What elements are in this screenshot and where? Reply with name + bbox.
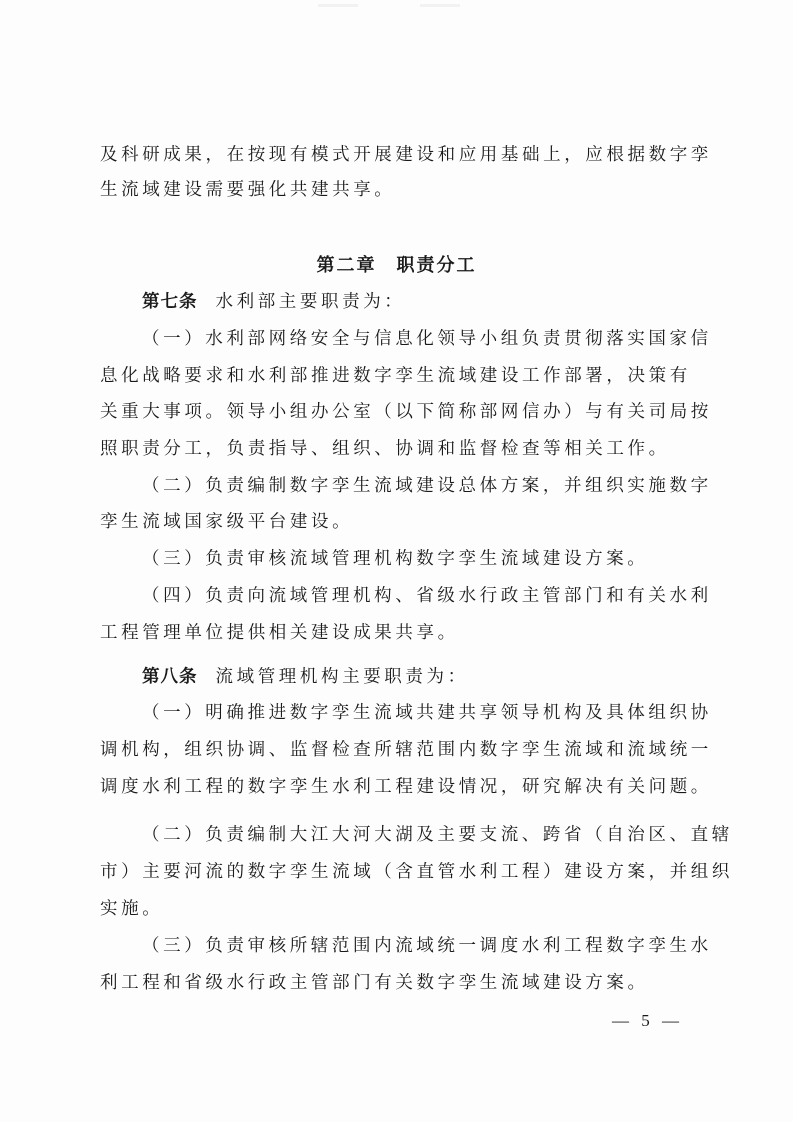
article-8-line: 调机构，组织协调、监督检查所辖范围内数字孪生流域和流域统一 <box>100 740 712 760</box>
article-7-clause-3: （三）负责审核流域管理机构数字孪生流域建设方案。 <box>142 549 649 569</box>
article-7-line: 照职责分工，负责指导、组织、协调和监督检查等相关工作。 <box>100 439 670 459</box>
article-7-clause-4: （四）负责向流域管理机构、省级水行政主管部门和有关水利 <box>142 586 712 606</box>
article-8-clause-1: （一）明确推进数字孪生流域共建共享领导机构及具体组织协 <box>142 703 712 723</box>
scan-artifact <box>318 4 358 7</box>
article-8-line: 调度水利工程的数字孪生水利工程建设情况，研究解决有关问题。 <box>100 777 712 797</box>
article-8-line: 市）主要河流的数字孪生流域（含直管水利工程）建设方案，并组织 <box>100 862 733 882</box>
article-7-clause-2: （二）负责编制数字孪生流域建设总体方案，并组织实施数字 <box>142 476 712 496</box>
chapter-heading: 第二章 职责分工 <box>316 255 477 276</box>
article-8-heading <box>142 665 742 689</box>
article-7-line: 孪生流域国家级平台建设。 <box>100 512 354 532</box>
page-number: — 5 — <box>612 1011 683 1030</box>
article-8-line: 实施。 <box>100 899 164 919</box>
article-7-line: 关重大事项。领导小组办公室（以下简称部网信办）与有关司局按 <box>100 402 712 422</box>
article-7-title: 水利部主要职责为： <box>215 292 406 312</box>
paragraph-line: 及科研成果，在按现有模式开展建设和应用基础上，应根据数字孪 <box>100 145 712 165</box>
article-8-clause-3: （三）负责审核所辖范围内流域统一调度水利工程数字孪生水 <box>142 936 712 956</box>
article-8-line: 利工程和省级水行政主管部门有关数字孪生流域建设方案。 <box>100 973 649 993</box>
scan-artifact <box>420 4 460 7</box>
paragraph-line: 生流域建设需要强化共建共享。 <box>100 180 396 200</box>
article-8-label: 第八条 <box>142 667 198 687</box>
article-7-heading <box>142 290 742 314</box>
article-8-clause-2: （二）负责编制大江大河大湖及主要支流、跨省（自治区、直辖 <box>142 825 733 845</box>
article-8-title: 流域管理机构主要职责为： <box>215 667 469 687</box>
article-7-line: 工程管理单位提供相关建设成果共享。 <box>100 623 459 643</box>
article-7-clause-1: （一）水利部网络安全与信息化领导小组负责贯彻落实国家信 <box>142 329 712 349</box>
article-7-line: 息化战略要求和水利部推进数字孪生流域建设工作部署，决策有 <box>100 366 691 386</box>
article-7-label: 第七条 <box>142 292 198 312</box>
